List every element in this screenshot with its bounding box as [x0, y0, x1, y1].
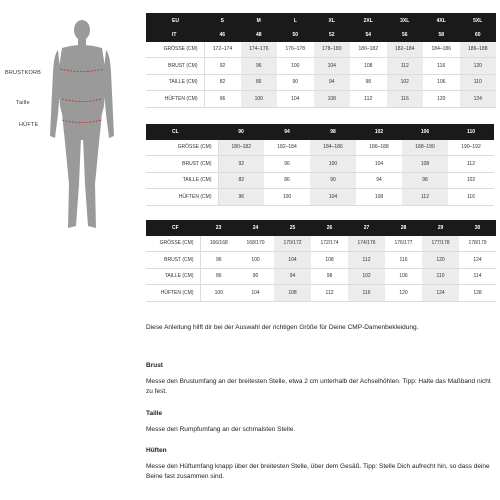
table-cell: 104 — [274, 252, 311, 269]
table-cell: 82 — [204, 74, 241, 91]
table-cell: 96 — [200, 252, 237, 269]
table-cell: 104 — [237, 285, 274, 302]
row-label: TAILLE (CM) — [146, 172, 218, 189]
row-label: TAILLE (CM) — [146, 268, 200, 285]
chest-label: BRUSTKORB — [5, 70, 42, 76]
table-cell: 102 — [348, 268, 385, 285]
header-cell: 52 — [314, 29, 351, 42]
table-cell: 90 — [310, 172, 356, 189]
section-title: Taille — [146, 410, 163, 417]
section-text: Messe den Rumpfumfang an der schmalsten Stelle. — [146, 425, 296, 433]
table-cell: 168/170 — [237, 236, 274, 252]
header-cell: 58 — [423, 29, 460, 42]
table-cell: 108 — [311, 252, 348, 269]
row-label: TAILLE (CM) — [146, 74, 204, 91]
header-cell: 5XL — [460, 13, 497, 29]
table-cell: 108 — [314, 91, 351, 108]
table-cell: 102 — [448, 172, 494, 189]
table-cell: 120 — [460, 58, 497, 75]
table-cell: 100 — [277, 58, 314, 75]
body-figure-panel — [0, 0, 140, 240]
header-cell: 110 — [448, 124, 494, 140]
table-cell: 114 — [459, 268, 496, 285]
table-cell: 90 — [277, 74, 314, 91]
table-cell: 108 — [356, 189, 402, 206]
table-cell: 96 — [264, 156, 310, 173]
table-cell: 98 — [350, 74, 387, 91]
table-cell: 90 — [237, 268, 274, 285]
table-header-row — [146, 220, 496, 236]
table-cell: 96 — [241, 58, 278, 75]
guide-section-chest — [146, 361, 496, 398]
size-table-eu-it — [146, 13, 496, 108]
row-label: BRUST (CM) — [146, 156, 218, 173]
table-cell: 186–188 — [460, 42, 497, 58]
table-cell: 120 — [422, 252, 459, 269]
header-cell: 98 — [310, 124, 356, 140]
table-cell: 180–182 — [218, 140, 264, 156]
guide-section-waist — [146, 409, 496, 435]
table-cell: 86 — [264, 172, 310, 189]
table-cell: 100 — [264, 189, 310, 206]
table-row — [146, 285, 496, 302]
header-cell: 46 — [204, 29, 241, 42]
guide-section-hips — [146, 446, 496, 483]
table-cell: 94 — [274, 268, 311, 285]
row-label: BRUST (CM) — [146, 58, 204, 75]
body-silhouette-icon — [48, 14, 116, 234]
section-title: Brust — [146, 362, 163, 369]
table-cell: 112 — [387, 58, 424, 75]
guide-intro: Diese Anleitung hilft dir bei der Auswahl der richtigen Größe für Deine CMP-Damenbekleidung. — [146, 324, 419, 331]
table-cell: 94 — [314, 74, 351, 91]
table-cell: 176/177 — [385, 236, 422, 252]
table-cell: 190–192 — [448, 140, 494, 156]
table-cell: 178/179 — [459, 236, 496, 252]
table-cell: 116 — [387, 91, 424, 108]
section-title: Hüften — [146, 447, 167, 454]
table-cell: 170/172 — [274, 236, 311, 252]
table-cell: 172/174 — [311, 236, 348, 252]
table-cell: 110 — [460, 74, 497, 91]
table-cell: 92 — [218, 156, 264, 173]
size-table-cf — [146, 220, 496, 302]
table-row — [146, 42, 496, 58]
table-cell: 104 — [310, 189, 356, 206]
section-text: Messe den Hüftumfang knapp über der breitesten Stelle, über dem Gesäß. Tipp: Stelle Dich aufrecht hin, so dass deine Beine fast zusammen sind. — [146, 462, 490, 480]
table-cell: 178–180 — [314, 42, 351, 58]
header-cell: 54 — [350, 29, 387, 42]
table-cell: 100 — [241, 91, 278, 108]
header-cell: 25 — [274, 220, 311, 236]
table-cell: 182–184 — [264, 140, 310, 156]
table-row — [146, 236, 496, 252]
measurement-guide — [146, 323, 496, 334]
table-cell: 112 — [448, 156, 494, 173]
header-cell: 23 — [200, 220, 237, 236]
table-cell: 128 — [459, 285, 496, 302]
table-cell: 188–190 — [402, 140, 448, 156]
header-cell: 24 — [237, 220, 274, 236]
table-row — [146, 189, 494, 206]
table-cell: 106 — [385, 268, 422, 285]
table-cell: 124 — [460, 91, 497, 108]
table-row — [146, 58, 496, 75]
row-label: GRÖSSE (CM) — [146, 42, 204, 58]
table-cell: 112 — [402, 189, 448, 206]
table-cell: 116 — [448, 189, 494, 206]
header-cell: 26 — [311, 220, 348, 236]
table-cell: 108 — [350, 58, 387, 75]
table-cell: 116 — [385, 252, 422, 269]
header-cell: XL — [314, 13, 351, 29]
table-cell: 100 — [200, 285, 237, 302]
row-label: HÜFTEN (CM) — [146, 189, 218, 206]
table-cell: 177/178 — [422, 236, 459, 252]
table-cell: 174/176 — [348, 236, 385, 252]
table-cell: 124 — [459, 252, 496, 269]
table-cell: 98 — [311, 268, 348, 285]
header-cell: 102 — [356, 124, 402, 140]
table-cell: 172–174 — [204, 42, 241, 58]
table-cell: 104 — [356, 156, 402, 173]
table-cell: 174–176 — [241, 42, 278, 58]
table-cell: 120 — [385, 285, 422, 302]
table-cell: 106 — [423, 74, 460, 91]
table-cell: 108 — [274, 285, 311, 302]
header-cell: 30 — [459, 220, 496, 236]
header-cell: L — [277, 13, 314, 29]
row-label: GRÖSSE (CM) — [146, 140, 218, 156]
table-cell: 184–186 — [310, 140, 356, 156]
table-cell: 112 — [311, 285, 348, 302]
header-cell: 94 — [264, 124, 310, 140]
header-cell: 4XL — [423, 13, 460, 29]
table-cell: 116 — [348, 285, 385, 302]
header-cell: S — [204, 13, 241, 29]
table-cell: 94 — [356, 172, 402, 189]
table-cell: 96 — [204, 91, 241, 108]
waist-label: Taille — [16, 100, 30, 106]
table-row — [146, 268, 496, 285]
table-cell: 166/168 — [200, 236, 237, 252]
header-cell: 60 — [460, 29, 497, 42]
table-cell: 92 — [204, 58, 241, 75]
table-cell: 182–184 — [387, 42, 424, 58]
table-cell: 96 — [218, 189, 264, 206]
table-cell: 104 — [277, 91, 314, 108]
table-cell: 86 — [200, 268, 237, 285]
table-cell: 186–188 — [356, 140, 402, 156]
section-text: Messe den Brustumfang an der breitesten Stelle, etwa 2 cm unterhalb der Achselhöhlen. Tipp: Halte das Maßband nicht zu fest. — [146, 377, 491, 395]
header-cell: 29 — [422, 220, 459, 236]
row-label: HÜFTEN (CM) — [146, 285, 200, 302]
table-cell: 102 — [387, 74, 424, 91]
header-label: CL — [146, 124, 218, 140]
table-cell: 104 — [314, 58, 351, 75]
header-cell: 28 — [385, 220, 422, 236]
table-cell: 116 — [423, 58, 460, 75]
table-header-row — [146, 124, 494, 140]
header-label: EU — [146, 13, 204, 29]
table-cell: 110 — [422, 268, 459, 285]
table-header-row — [146, 29, 496, 42]
row-label: BRUST (CM) — [146, 252, 200, 269]
table-row — [146, 156, 494, 173]
header-cell: 2XL — [350, 13, 387, 29]
table-row — [146, 74, 496, 91]
header-cell: 3XL — [387, 13, 424, 29]
table-cell: 86 — [241, 74, 278, 91]
table-cell: 124 — [422, 285, 459, 302]
hip-label: HÜFTE — [19, 122, 39, 128]
table-cell: 82 — [218, 172, 264, 189]
row-label: GRÖSSE (CM) — [146, 236, 200, 252]
table-header-row — [146, 13, 496, 29]
header-cell: 48 — [241, 29, 278, 42]
table-row — [146, 172, 494, 189]
table-row — [146, 91, 496, 108]
table-cell: 112 — [348, 252, 385, 269]
header-cell: M — [241, 13, 278, 29]
table-row — [146, 140, 494, 156]
table-cell: 120 — [423, 91, 460, 108]
size-table-cl — [146, 124, 494, 206]
header-cell: 90 — [218, 124, 264, 140]
header-cell: 56 — [387, 29, 424, 42]
table-cell: 184–186 — [423, 42, 460, 58]
header-cell: 106 — [402, 124, 448, 140]
table-cell: 180–182 — [350, 42, 387, 58]
table-cell: 100 — [310, 156, 356, 173]
header-label: CF — [146, 220, 200, 236]
header-label: IT — [146, 29, 204, 42]
table-row — [146, 252, 496, 269]
table-cell: 176–178 — [277, 42, 314, 58]
row-label: HÜFTEN (CM) — [146, 91, 204, 108]
header-cell: 27 — [348, 220, 385, 236]
table-cell: 100 — [237, 252, 274, 269]
table-cell: 108 — [402, 156, 448, 173]
table-cell: 98 — [402, 172, 448, 189]
table-cell: 112 — [350, 91, 387, 108]
header-cell: 50 — [277, 29, 314, 42]
